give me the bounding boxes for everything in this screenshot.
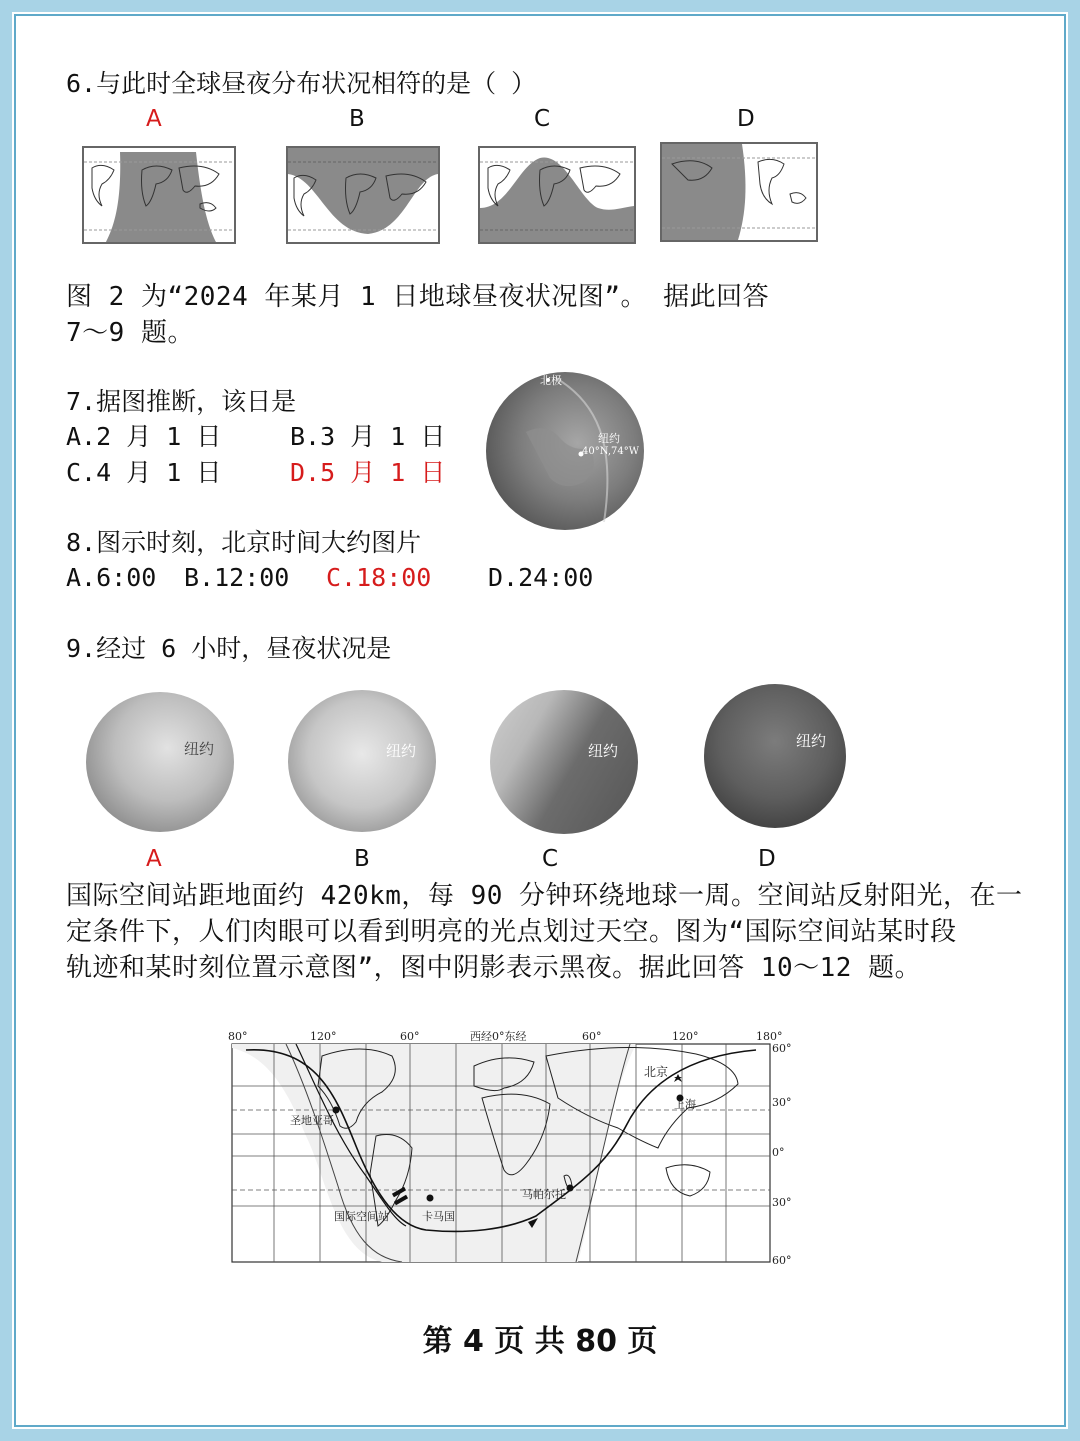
q9-option-d-label: D xyxy=(758,846,776,872)
intro3-line2: 定条件下，人们肉眼可以看到明亮的光点划过天空。图为“国际空间站某时段 xyxy=(66,917,957,947)
figure2-globe xyxy=(486,372,644,530)
map-top-label-2: 120° xyxy=(310,1030,337,1043)
intro3-line3: 轨迹和某时刻位置示意图”，图中阴影表示黑夜。据此回答 10～12 题。 xyxy=(66,953,922,983)
q9-option-a-city-label: 纽约 xyxy=(184,740,215,758)
q6-option-d-label: D xyxy=(737,106,755,132)
map-top-label-1: 80° xyxy=(228,1030,248,1043)
q9-option-d-city-label: 纽约 xyxy=(796,732,827,750)
map-place-madagascar: 马帕尔托 xyxy=(522,1188,566,1201)
q9-option-c-city-label: 纽约 xyxy=(588,742,619,760)
q6-option-c-label: C xyxy=(534,106,551,132)
figure2-city-label: 纽约 xyxy=(598,432,620,445)
q9-stem: 9.经过 6 小时，昼夜状况是 xyxy=(66,634,392,663)
q8-stem: 8.图示时刻，北京时间大约图片 xyxy=(66,528,422,557)
q7-option-c: C.4 月 1 日 xyxy=(66,458,222,487)
q6-option-a-label: A xyxy=(146,106,162,132)
map-top-label-4: 西经0°东经 xyxy=(470,1030,527,1043)
map-right-label-4: 30° xyxy=(772,1196,792,1209)
q8-option-a: A.6:00 xyxy=(66,563,157,592)
map-top-label-3: 60° xyxy=(400,1030,420,1043)
map-top-label-7: 180° xyxy=(756,1030,783,1043)
map-top-label-5: 60° xyxy=(582,1030,602,1043)
map-place-kamaguo: 卡马国 xyxy=(422,1210,455,1223)
intro2-line1: 图 2 为“2024 年某月 1 日地球昼夜状况图”。 据此回答 xyxy=(66,282,770,312)
figure2-pole-label: 北极 xyxy=(540,374,562,387)
q9-option-a-label: A xyxy=(146,846,162,872)
q6-option-d-map xyxy=(660,142,818,242)
q9-option-a-globe xyxy=(86,692,234,832)
map-right-label-5: 60° xyxy=(772,1254,792,1267)
map-right-label-1: 60° xyxy=(772,1042,792,1055)
q9-option-d-globe xyxy=(704,684,846,828)
map-place-shanghai: 上海 xyxy=(674,1098,696,1111)
q7-option-d: D.5 月 1 日 xyxy=(290,458,446,487)
intro3-line1: 国际空间站距地面约 420km，每 90 分钟环绕地球一周。空间站反射阳光，在一 xyxy=(66,881,1023,911)
q6-option-c-map xyxy=(478,146,636,244)
q7-option-b: B.3 月 1 日 xyxy=(290,422,446,451)
iss-map xyxy=(226,1026,796,1270)
map-right-label-2: 30° xyxy=(772,1096,792,1109)
q6-option-b-label: B xyxy=(349,106,365,132)
page-footer: 第 4 页 共 80 页 xyxy=(422,1324,658,1359)
q7-stem: 7.据图推断，该日是 xyxy=(66,387,297,416)
q6-option-b-map xyxy=(286,146,440,244)
q6-option-a-map xyxy=(82,146,236,244)
q8-option-c: C.18:00 xyxy=(326,563,432,592)
q8-option-d: D.24:00 xyxy=(488,563,594,592)
map-place-iss: 国际空间站 xyxy=(334,1210,389,1223)
map-place-santiago: 圣地亚哥 xyxy=(290,1114,334,1127)
map-right-label-3: 0° xyxy=(772,1146,785,1159)
q9-option-c-label: C xyxy=(542,846,559,872)
figure2-coord-label: 40°N,74°W xyxy=(582,446,640,457)
q6-stem: 6.与此时全球昼夜分布状况相符的是（ ） xyxy=(66,69,537,98)
map-place-beijing: 北京 xyxy=(644,1065,669,1079)
q9-option-b-city-label: 纽约 xyxy=(386,742,417,760)
q8-option-b: B.12:00 xyxy=(184,563,290,592)
q7-option-a: A.2 月 1 日 xyxy=(66,422,222,451)
intro2-line2: 7～9 题。 xyxy=(66,318,194,348)
q9-option-b-label: B xyxy=(354,846,370,872)
map-top-label-6: 120° xyxy=(672,1030,699,1043)
q9-option-b-globe xyxy=(288,690,436,832)
q9-option-c-globe xyxy=(490,690,638,834)
